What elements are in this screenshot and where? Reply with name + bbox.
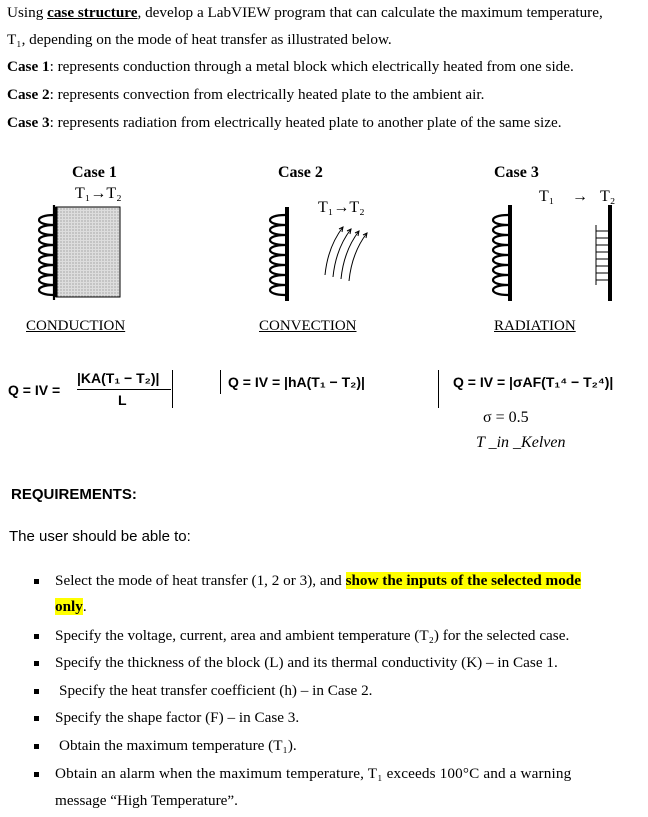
case3-t2: T₂ <box>600 188 616 205</box>
case3-description <box>7 113 562 133</box>
intro-text: Using <box>7 4 48 21</box>
requirement-4: Specify the heat transfer coefficient (h) – in Case 2. <box>59 682 373 699</box>
eq1-numerator: |KA(T₁ − T₂)| <box>77 370 160 386</box>
convection-diagram <box>255 205 375 310</box>
case-structure-term: case structure <box>47 4 138 21</box>
bullet-icon <box>34 744 39 749</box>
case3-label: Case 3 <box>7 114 50 131</box>
case1-text: : represents conduction through a metal block which electrically heated from one side. <box>49 58 574 75</box>
case3-t1: T₁ <box>539 188 555 205</box>
eq1-fraction-bar <box>77 389 171 390</box>
bullet-icon <box>34 772 39 777</box>
bullet-icon <box>34 661 39 666</box>
sigma-value: σ = 0.5 <box>483 409 529 426</box>
heating-coil-icon <box>270 207 287 301</box>
requirement-1-cont <box>55 598 87 616</box>
case3-title: Case 3 <box>494 164 539 181</box>
requirement-3: Specify the thickness of the block (L) and its thermal conductivity (K) – in Case 1. <box>55 654 558 671</box>
intro-text: , develop a LabVIEW program that can calculate the maximum temperature, <box>137 4 603 21</box>
case2-description <box>7 85 484 105</box>
requirement-1 <box>55 572 581 590</box>
radiation-label: RADIATION <box>494 318 576 334</box>
convection-label: CONVECTION <box>259 318 357 334</box>
req1-text: Select the mode of heat transfer (1, 2 or 3), and <box>55 572 346 589</box>
case3-arrow: → <box>572 188 588 205</box>
metal-block <box>56 207 120 297</box>
case3-text: : represents radiation from electrically heated plate to another plate of the same size. <box>49 114 562 131</box>
case1-title: Case 1 <box>72 164 117 181</box>
intro-line-2: T₁, depending on the mode of heat transfer as illustrated below. <box>7 31 392 48</box>
kelvin-note: T _in _Kelven <box>476 434 566 451</box>
case1-label: Case 1 <box>7 58 50 75</box>
conduction-label: CONDUCTION <box>26 318 126 334</box>
requirement-5: Specify the shape factor (F) – in Case 3. <box>55 709 300 726</box>
eq2: Q = IV = |hA(T₁ − T₂)| <box>228 374 365 390</box>
requirement-7-cont: message “High Temperature”. <box>55 792 238 809</box>
bullet-icon <box>34 579 39 584</box>
case2-temps: T₁→T₂ <box>318 199 365 216</box>
eq1-lhs: Q = IV = <box>8 382 61 398</box>
requirement-2: Specify the voltage, current, area and ambient temperature (T₂) for the selected case. <box>55 627 570 644</box>
requirements-intro: The user should be able to: <box>9 528 191 545</box>
requirement-6: Obtain the maximum temperature (T₁). <box>59 737 297 754</box>
req1-highlight-only: only <box>55 598 83 615</box>
eq3: Q = IV = |σAF(T₁⁴ − T₂⁴)| <box>453 374 614 390</box>
eq1-abs-bar <box>172 370 173 408</box>
air-flow-arrows-icon <box>325 227 367 281</box>
eq3-left-bar <box>438 370 439 408</box>
case2-text: : represents convection from electrically heated plate to the ambient air. <box>49 86 485 103</box>
case2-title: Case 2 <box>278 164 323 181</box>
case1-temps: T₁→T₂ <box>75 185 122 202</box>
heating-coil-icon <box>39 205 54 300</box>
bullet-icon <box>34 689 39 694</box>
requirement-7: Obtain an alarm when the maximum temperature, T₁ exceeds 100°C and a warning <box>55 765 572 782</box>
eq2-left-bar <box>220 370 221 394</box>
radiation-diagram <box>480 205 620 310</box>
case2-label: Case 2 <box>7 86 50 103</box>
intro-line-1 <box>7 3 603 23</box>
case1-description <box>7 57 574 77</box>
heating-coil-icon <box>493 205 510 301</box>
radiation-rays-icon <box>596 225 608 285</box>
requirements-heading: REQUIREMENTS: <box>11 486 137 503</box>
bullet-icon <box>34 716 39 721</box>
req1-period: . <box>82 598 87 615</box>
bullet-icon <box>34 634 39 639</box>
eq1-denominator: L <box>118 392 127 408</box>
conduction-diagram <box>30 205 130 310</box>
req1-highlight: show the inputs of the selected mode <box>345 572 581 589</box>
